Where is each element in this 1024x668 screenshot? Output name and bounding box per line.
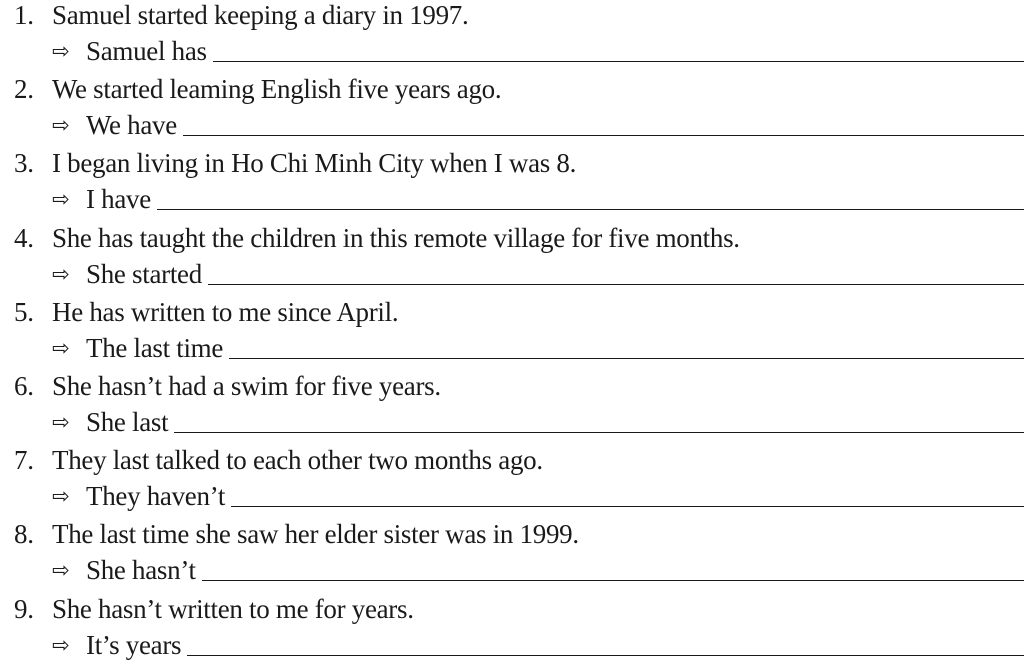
answer-line	[52, 182, 1024, 214]
answer-line	[52, 331, 1024, 363]
exercise-sentence: The last time she saw her elder sister was in 1999.	[52, 519, 579, 550]
exercise-sentence: Samuel started keeping a diary in 1997.	[52, 0, 469, 30]
exercise-prompt	[0, 594, 414, 624]
exercise-item	[0, 594, 1024, 668]
arrow-icon: ⇨	[52, 261, 70, 286]
arrow-icon: ⇨	[52, 335, 70, 360]
exercise-sentence: She hasn’t written to me for years.	[52, 593, 414, 624]
arrow-icon: ⇨	[52, 558, 70, 583]
answer-stem: Samuel has	[86, 36, 207, 66]
answer-blank[interactable]	[157, 209, 1024, 210]
exercise-sentence: They last talked to each other two months ago.	[52, 445, 543, 476]
exercise-number: 8.	[14, 519, 34, 550]
exercise-item	[0, 445, 1024, 519]
exercise-sentence: I began living in Ho Chi Minh City when I was 8.	[52, 148, 577, 179]
exercise-prompt	[0, 148, 576, 178]
answer-blank[interactable]	[229, 358, 1024, 359]
exercise-number: 6.	[14, 370, 34, 401]
exercise-item	[0, 371, 1024, 445]
arrow-icon: ⇨	[52, 113, 70, 138]
answer-line	[52, 553, 1024, 585]
exercise-prompt	[0, 223, 740, 253]
answer-line	[52, 257, 1024, 289]
answer-stem: She last	[86, 406, 169, 437]
exercise-prompt	[0, 371, 441, 401]
answer-blank[interactable]	[202, 580, 1024, 581]
answer-blank[interactable]	[187, 655, 1024, 656]
exercise-sentence: We started leaming English five years ago.	[52, 74, 502, 105]
answer-blank[interactable]	[213, 61, 1024, 62]
exercise-number: 3.	[14, 148, 34, 179]
exercise-item	[0, 519, 1024, 593]
answer-line	[52, 479, 1024, 511]
answer-blank[interactable]	[183, 135, 1024, 136]
answer-stem: We have	[86, 110, 177, 141]
answer-blank[interactable]	[208, 284, 1024, 285]
answer-stem: I have	[86, 184, 151, 215]
exercise-number: 1.	[14, 0, 34, 30]
arrow-icon: ⇨	[52, 39, 70, 63]
arrow-icon: ⇨	[52, 187, 70, 212]
answer-stem: She started	[86, 258, 202, 289]
exercise-prompt	[0, 74, 501, 104]
answer-blank[interactable]	[174, 432, 1024, 433]
exercise-prompt	[0, 0, 468, 30]
exercise-sentence: She has taught the children in this remote village for five months.	[52, 222, 740, 253]
answer-stem: She hasn’t	[86, 555, 196, 586]
exercise-item	[0, 0, 1024, 74]
exercise-item	[0, 297, 1024, 371]
exercise-number: 5.	[14, 296, 34, 327]
exercise-item	[0, 148, 1024, 222]
exercise-number: 4.	[14, 222, 34, 253]
exercise-prompt	[0, 445, 543, 475]
answer-stem: They haven’t	[86, 481, 226, 512]
arrow-icon: ⇨	[52, 632, 70, 657]
exercise-number: 2.	[14, 74, 34, 105]
exercise-sentence: He has written to me since April.	[52, 296, 399, 327]
answer-line	[52, 405, 1024, 437]
arrow-icon: ⇨	[52, 409, 70, 434]
exercise-prompt	[0, 297, 398, 327]
answer-stem: The last time	[86, 332, 224, 363]
exercise-number: 9.	[14, 593, 34, 624]
answer-blank[interactable]	[231, 506, 1024, 507]
answer-line	[52, 108, 1024, 140]
arrow-icon: ⇨	[52, 484, 70, 509]
exercise-item	[0, 74, 1024, 148]
exercise-number: 7.	[14, 445, 34, 476]
answer-stem: It’s years	[86, 629, 182, 660]
exercise-item	[0, 223, 1024, 297]
answer-line	[52, 34, 1024, 66]
exercise-sentence: She hasn’t had a swim for five years.	[52, 370, 441, 401]
answer-line	[52, 628, 1024, 660]
exercise-prompt	[0, 519, 579, 549]
